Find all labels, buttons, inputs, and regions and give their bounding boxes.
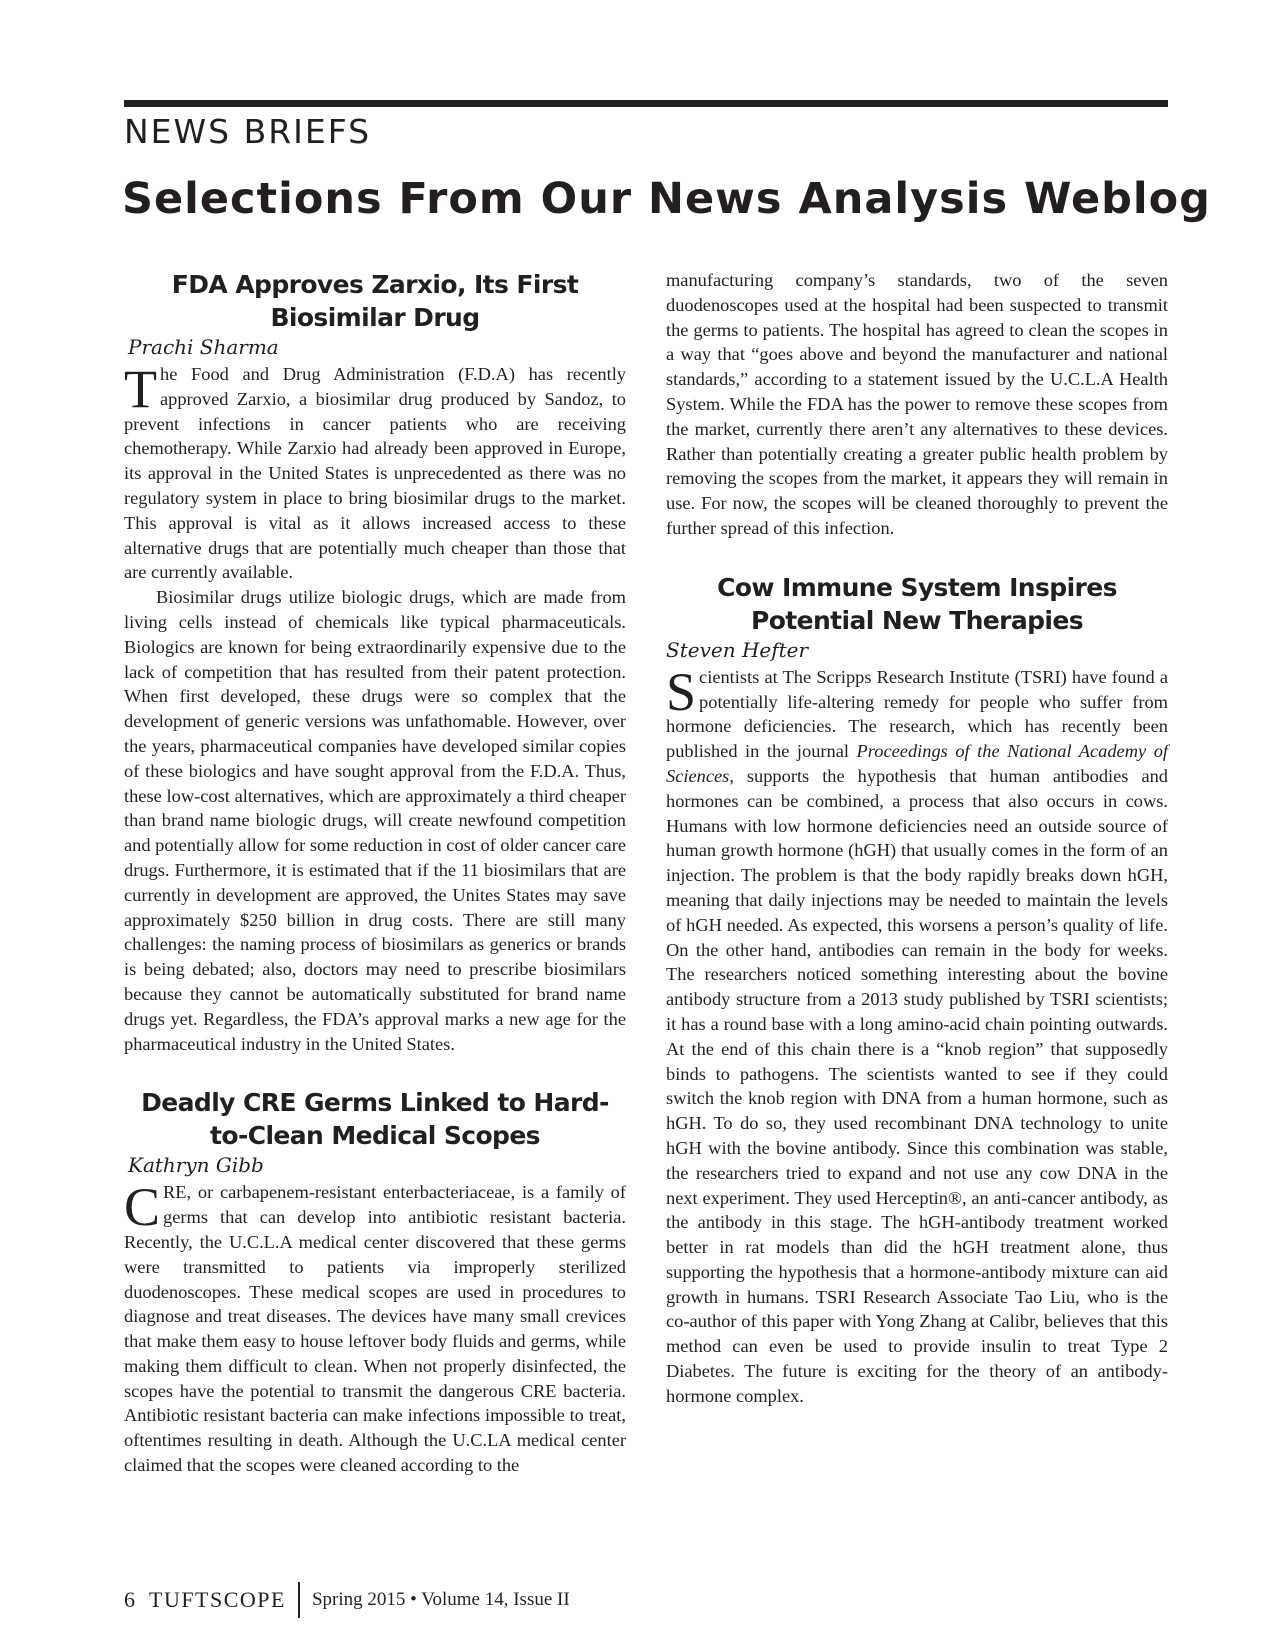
footer-divider	[298, 1582, 300, 1618]
article-headline: Deadly CRE Germs Linked to Hard-to-Clean Medical Scopes	[141, 1088, 609, 1151]
page-number: 6	[124, 1587, 135, 1612]
article-paragraph	[666, 661, 1168, 1409]
drop-cap: S	[666, 661, 697, 722]
journal-name: Proceedings of the National Academy of Sciences	[666, 741, 1168, 786]
article-cow-immune	[666, 571, 1168, 1409]
header-rule	[124, 100, 1168, 107]
left-column	[124, 268, 626, 1478]
paragraph-text: he Food and Drug Administration (F.D.A) has recently approved Zarxio, a biosimilar drug produced by Sandoz, to prevent infections in cancer patients who are receiving chemotherapy. While Zarxio had already been approved in Europe, its approval in the United States is unprecedented as there was no regulatory system in place to bring biosimilar drugs to the market. This approval is vital as it allows increased access to these alternative drugs that are potentially much cheaper than those that are currently available.	[124, 364, 626, 583]
article-paragraph	[124, 359, 626, 585]
page-title: Selections From Our News Analysis Weblog	[122, 174, 1211, 224]
drop-cap: T	[124, 359, 157, 419]
paragraph-text: , supports the hypothesis that human antibodies and hormones can be combined, a process that also occurs in cows. Humans with low hormone deficiencies need an outside source of human growth hormone (hGH) that usually comes in the form of an injection. The problem is that the body rapidly breaks down hGH, meaning that daily injections may be needed to maintain the levels of hGH needed. As expected, this worsens a person’s quality of life. On the other hand, antibodies can remain in the body for weeks. The researchers noticed something interesting about the bovine antibody structure from a 2013 study published by TSRI scientists; it has a round base with a long amino-acid chain pointing outwards. At the end of this chain there is a “knob region” that supposedly binds to pathogens. The scientists wanted to see if they could switch the knob region with DNA from a human hormone, such as hGH. To do so, they used recombinant DNA technology to unite hGH with the bovine antibody. Since this combination was stable, the researchers tried to expand and not use any cow DNA in the next experiment. They used Herceptin®, an anti-cancer antibody, as the antibody in this stage. The hGH-antibody treatment worked better in rat models than did the hGH treatment alone, thus supporting the hypothesis that a hormone-antibody mixture can aid growth in humans. TSRI Research Associate Tao Liu, who is the co-author of this paper with Yong Zhang at Calibr, believes that this method can even be used to provide insulin to treat Type 2 Diabetes. The future is exciting for the theory of an antibody-hormone complex.	[666, 765, 1168, 1406]
issue-info: Spring 2015 • Volume 14, Issue II	[311, 1589, 570, 1610]
section-label: NEWS BRIEFS	[124, 112, 372, 151]
article-zarxio	[124, 268, 626, 1056]
article-paragraph: Biosimilar drugs utilize biologic drugs, which are made from living cells instead of chemicals like typical pharmaceuticals. Biologics are known for being extraordinarily expensive due to the lack of competition that has resulted from their patent protection. When first developed, these drugs were so complex that the development of generic versions was unfathomable. However, over the years, pharmaceutical companies have developed similar copies of these biologics and have sought approval from the F.D.A. Thus, these low-cost alternatives, which are approximately a third cheaper than brand name biologic drugs, will create newfound competition and potentially allow for some reduction in cost of older cancer care drugs. Furthermore, it is estimated that if the 11 biosimilars that are currently in development are approved, the Unites States may save approximately $250 billion in drug costs. There are still many challenges: the naming process of biosimilars as generics or brands is being debated; also, doctors may need to prescribe biosimilars because they cannot be automatically substituted for brand name drugs yet. Regardless, the FDA’s approval marks a new age for the pharmaceutical industry in the United States.	[124, 587, 626, 1054]
article-author: Steven Hefter	[666, 637, 809, 662]
article-author: Kathryn Gibb	[128, 1153, 264, 1178]
article-author: Prachi Sharma	[128, 335, 279, 359]
article-cre-germs	[124, 1086, 626, 1478]
article-continuation: manufacturing company’s standards, two of the seven duodenoscopes used at the hospital had been suspected to transmit the germs to patients. The hospital has agreed to clean the scopes in a way that “goes above and beyond the manufacturer and national standards,” according to a statement issued by the U.C.L.A Health System. While the FDA has the power to remove these scopes from the market, currently there aren’t any alternatives to these devices. Rather than potentially creating a greater public health problem by removing the scopes from the market, it appears they will remain in use. For now, the scopes will be cleaned thoroughly to prevent the further spread of this infection.	[666, 270, 1168, 538]
drop-cap: C	[124, 1177, 161, 1238]
article-headline: FDA Approves Zarxio, Its First Biosimilar Drug	[171, 270, 579, 332]
paragraph-text: RE, or carbapenem-resistant enterbacteriaceae, is a family of germs that can develop into antibiotic resistant bacteria. Recently, the U.C.L.A medical center discovered that these germs were transmitted to patients via improperly sterilized duodenoscopes. These medical scopes are used in procedures to diagnose and treat diseases. The devices have many small crevices that make them easy to house leftover body fluids and germs, while making them difficult to clean. When not properly disinfected, the scopes have the potential to transmit the dangerous CRE bacteria. Antibiotic resistant bacteria can make infections impossible to treat, oftentimes resulting in death. Although the U.C.LA medical center claimed that the scopes were cleaned according to the	[124, 1182, 626, 1476]
publication-name: TUFTSCOPE	[149, 1587, 286, 1612]
paragraph-text: cientists at The Scripps Research Institute (TSRI) have found a potentially life-altering remedy for people who suffer from hormone deficiencies. The research, which has recently been published in the journal	[666, 666, 1168, 762]
page-footer	[124, 1580, 570, 1620]
article-paragraph	[124, 1177, 626, 1478]
article-headline: Cow Immune System Inspires Potential New Therapies	[717, 572, 1117, 635]
right-column	[666, 268, 1168, 1409]
